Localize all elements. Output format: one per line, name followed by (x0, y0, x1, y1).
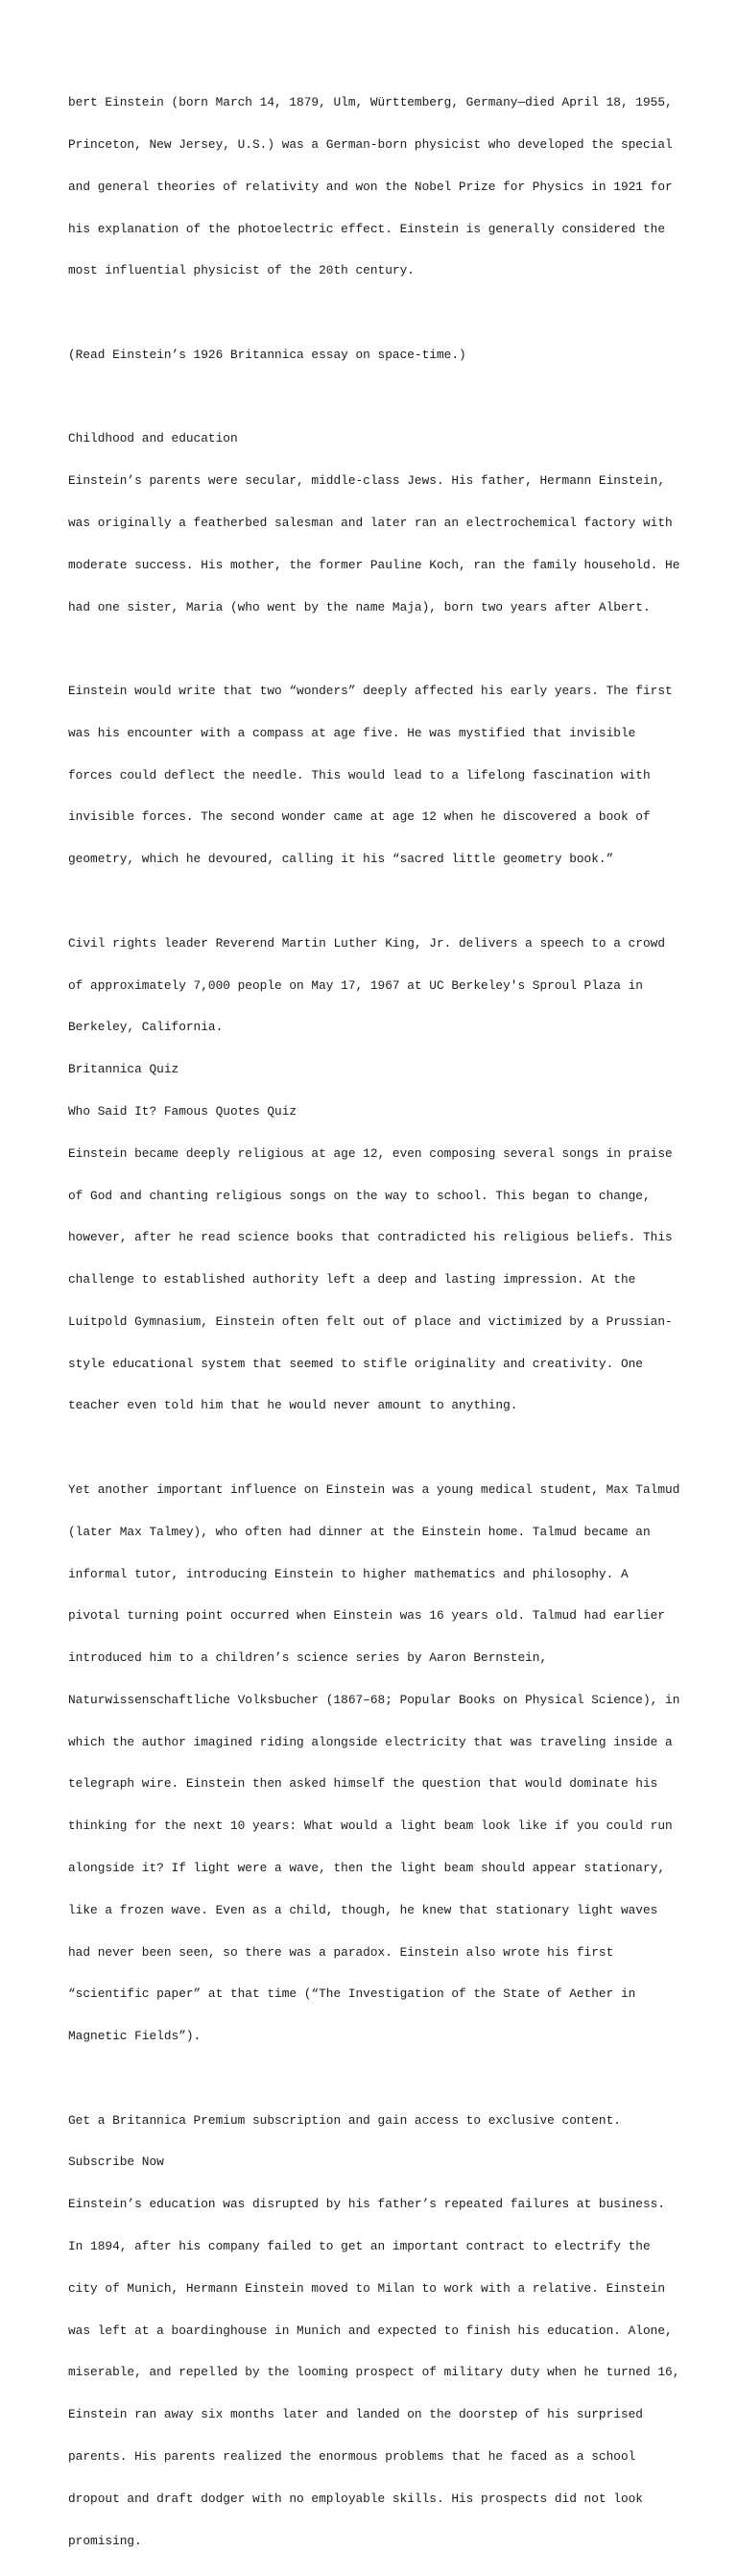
text-line: Einstein’s education was disrupted by his father’s repeated failures at business. (68, 2198, 682, 2212)
text-line: Magnetic Fields”). (68, 2030, 682, 2044)
promo-text: Get a Britannica Premium subscription and gain access to exclusive content. (68, 2114, 682, 2129)
paragraph-read-essay (68, 321, 682, 391)
paragraph-childhood (68, 404, 682, 642)
text-line: was originally a featherbed salesman and later ran an electrochemical factory with (68, 517, 682, 531)
text-line: introduced him to a children’s science series by Aaron Bernstein, (68, 1651, 682, 1666)
text-line: had one sister, Maria (who went by the name Maja), born two years after Albert. (68, 601, 682, 615)
text-line: promising. (68, 2535, 682, 2549)
text-line: “scientific paper” at that time (“The Investigation of the State of Aether in (68, 1987, 682, 2002)
text-line: miserable, and repelled by the looming prospect of military duty when he turned 16, (68, 2366, 682, 2380)
text-line: Einstein became deeply religious at age 12, even composing several songs in praise (68, 1147, 682, 1162)
subscribe-now-link[interactable]: Subscribe Now (68, 2155, 682, 2170)
text-line: teacher even told him that he would never amount to anything. (68, 1399, 682, 1413)
text-line: of God and chanting religious songs on the way to school. This began to change, (68, 1190, 682, 1204)
text-line: (Read Einstein’s 1926 Britannica essay on space-time.) (68, 349, 682, 363)
text-line: invisible forces. The second wonder came at age 12 when he discovered a book of (68, 810, 682, 825)
text-line: like a frozen wave. Even as a child, though, he knew that stationary light waves (68, 1904, 682, 1918)
text-line: Einstein ran away six months later and landed on the doorstep of his surprised (68, 2408, 682, 2422)
text-line: Einstein would write that two “wonders” deeply affected his early years. The first (68, 685, 682, 699)
text-line: dropout and draft dodger with no employable skills. His prospects did not look (68, 2492, 682, 2507)
text-line: forces could deflect the needle. This would lead to a lifelong fascination with (68, 769, 682, 783)
text-line: however, after he read science books that contradicted his religious beliefs. This (68, 1231, 682, 1245)
paragraph-education-disrupted (68, 2086, 682, 2576)
text-line: which the author imagined riding alongside electricity that was traveling inside a (68, 1736, 682, 1750)
paragraph-wonders (68, 657, 682, 895)
text-line: In 1894, after his company failed to get an important contract to electrify the (68, 2240, 682, 2254)
paragraph-talmud (68, 1456, 682, 2072)
text-line: thinking for the next 10 years: What would a light beam look like if you could run (68, 1819, 682, 1834)
text-line: (later Max Talmey), who often had dinner at the Einstein home. Talmud became an (68, 1526, 682, 1540)
text-line: Princeton, New Jersey, U.S.) was a German-born physicist who developed the special (68, 138, 682, 153)
section-heading: Childhood and education (68, 432, 682, 446)
text-line: had never been seen, so there was a paradox. Einstein also wrote his first (68, 1946, 682, 1961)
text-line: Luitpold Gymnasium, Einstein often felt out of place and victimized by a Prussian- (68, 1315, 682, 1330)
text-line: pivotal turning point occurred when Einstein was 16 years old. Talmud had earlier (68, 1609, 682, 1624)
text-line: city of Munich, Hermann Einstein moved to Milan to work with a relative. Einstein (68, 2282, 682, 2297)
document-page (68, 68, 682, 2576)
text-line: most influential physicist of the 20th century. (68, 264, 682, 278)
quiz-title: Who Said It? Famous Quotes Quiz (68, 1105, 682, 1119)
text-line: telegraph wire. Einstein then asked himself the question that would dominate his (68, 1777, 682, 1792)
text-line: and general theories of relativity and won the Nobel Prize for Physics in 1921 for (68, 181, 682, 195)
text-line: style educational system that seemed to stifle originality and creativity. One (68, 1358, 682, 1372)
image-caption: of approximately 7,000 people on May 17, 1967 at UC Berkeley's Sproul Plaza in (68, 979, 682, 994)
text-line: alongside it? If light were a wave, then the light beam should appear stationary, (68, 1862, 682, 1876)
text-line: challenge to established authority left a deep and lasting impression. At the (68, 1273, 682, 1288)
text-line: parents. His parents realized the enormous problems that he faced as a school (68, 2450, 682, 2465)
image-caption: Civil rights leader Reverend Martin Luther King, Jr. delivers a speech to a crowd (68, 937, 682, 951)
text-line: Einstein’s parents were secular, middle-class Jews. His father, Hermann Einstein, (68, 474, 682, 489)
paragraph-religion (68, 909, 682, 1442)
text-line: bert Einstein (born March 14, 1879, Ulm, Württemberg, Germany—died April 18, 1955, (68, 96, 682, 110)
paragraph-intro (68, 68, 682, 306)
image-caption: Berkeley, California. (68, 1021, 682, 1035)
quiz-label: Britannica Quiz (68, 1063, 682, 1077)
text-line: his explanation of the photoelectric effect. Einstein is generally considered the (68, 223, 682, 237)
text-line: moderate success. His mother, the former Pauline Koch, ran the family household. He (68, 559, 682, 573)
text-line: informal tutor, introducing Einstein to higher mathematics and philosophy. A (68, 1568, 682, 1582)
text-line: was left at a boardinghouse in Munich and expected to finish his education. Alone, (68, 2324, 682, 2339)
text-line: was his encounter with a compass at age five. He was mystified that invisible (68, 727, 682, 741)
text-line: geometry, which he devoured, calling it his “sacred little geometry book.” (68, 853, 682, 867)
text-line: Naturwissenschaftliche Volksbucher (1867–68; Popular Books on Physical Science), in (68, 1694, 682, 1708)
text-line: Yet another important influence on Einstein was a young medical student, Max Talmud (68, 1483, 682, 1498)
